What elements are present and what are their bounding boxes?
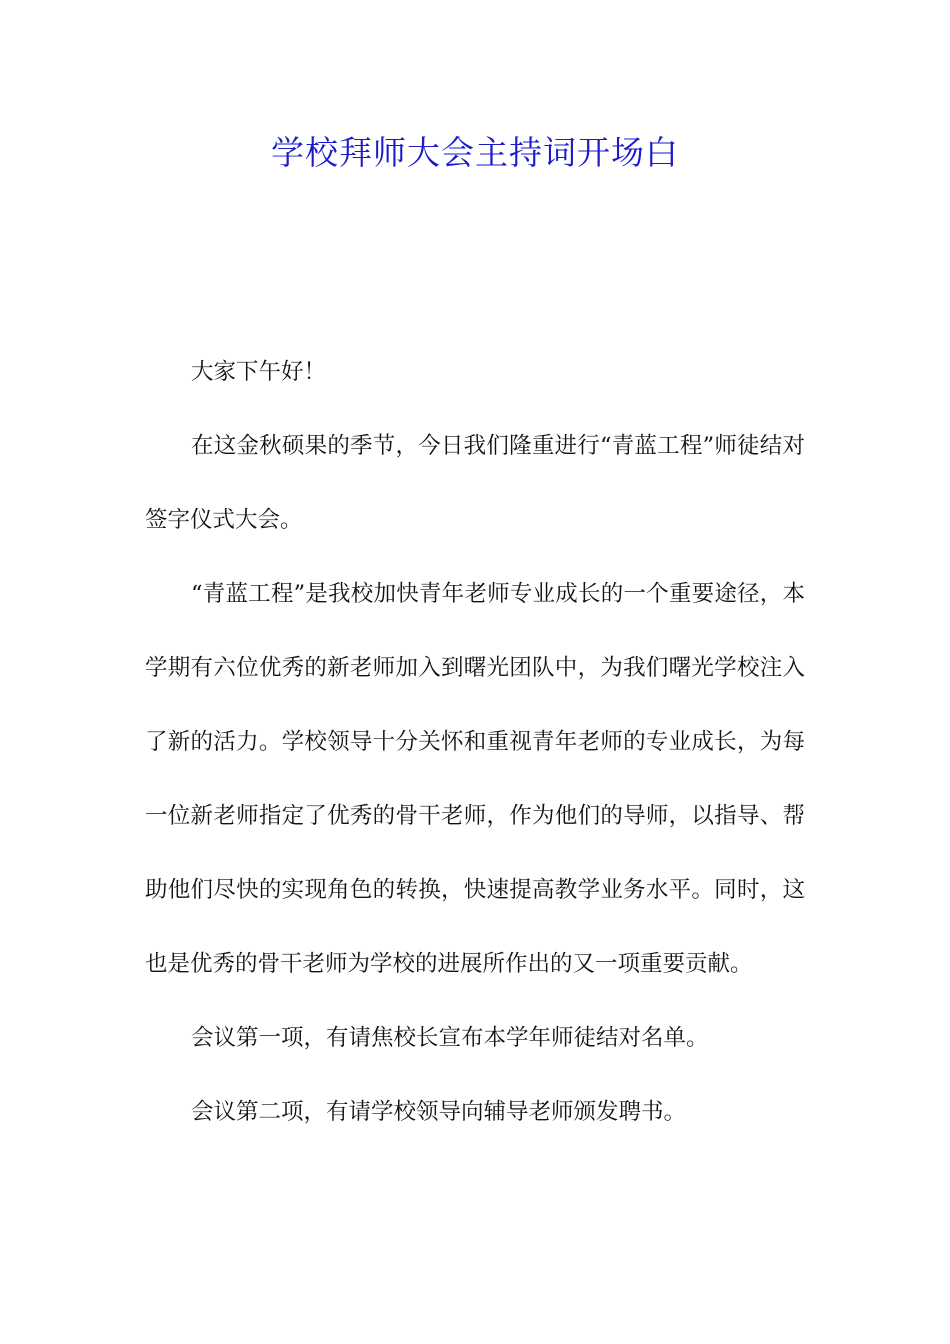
paragraph-project-description: “青蓝工程”是我校加快青年老师专业成长的一个重要途径，本学期有六位优秀的新老师加入到曙光团队中，为我们曙光学校注入了新的活力。学校领导十分关怀和重视青年老师的专业成长，为每一位新老师指定了优秀的骨干老师，作为他们的导师，以指导、帮助他们尽快的实现角色的转换，快速提高教学业务水平。同时，这也是优秀的骨干老师为学校的进展所作出的又一项重要贡献。 (145, 581, 805, 977)
paragraph-intro: 在这金秋硕果的季节，今日我们隆重进行“青蓝工程”师徒结对签字仪式大会。 (145, 433, 805, 533)
document-title: 学校拜师大会主持词开场白 (271, 133, 679, 172)
document-body (145, 335, 805, 1149)
paragraph-greeting: 大家下午好！ (191, 359, 327, 385)
paragraph-agenda-item-1: 会议第一项，有请焦校长宣布本学年师徒结对名单。 (191, 1025, 709, 1051)
paragraph-agenda-item-2: 会议第二项，有请学校领导向辅导老师颁发聘书。 (191, 1099, 687, 1125)
